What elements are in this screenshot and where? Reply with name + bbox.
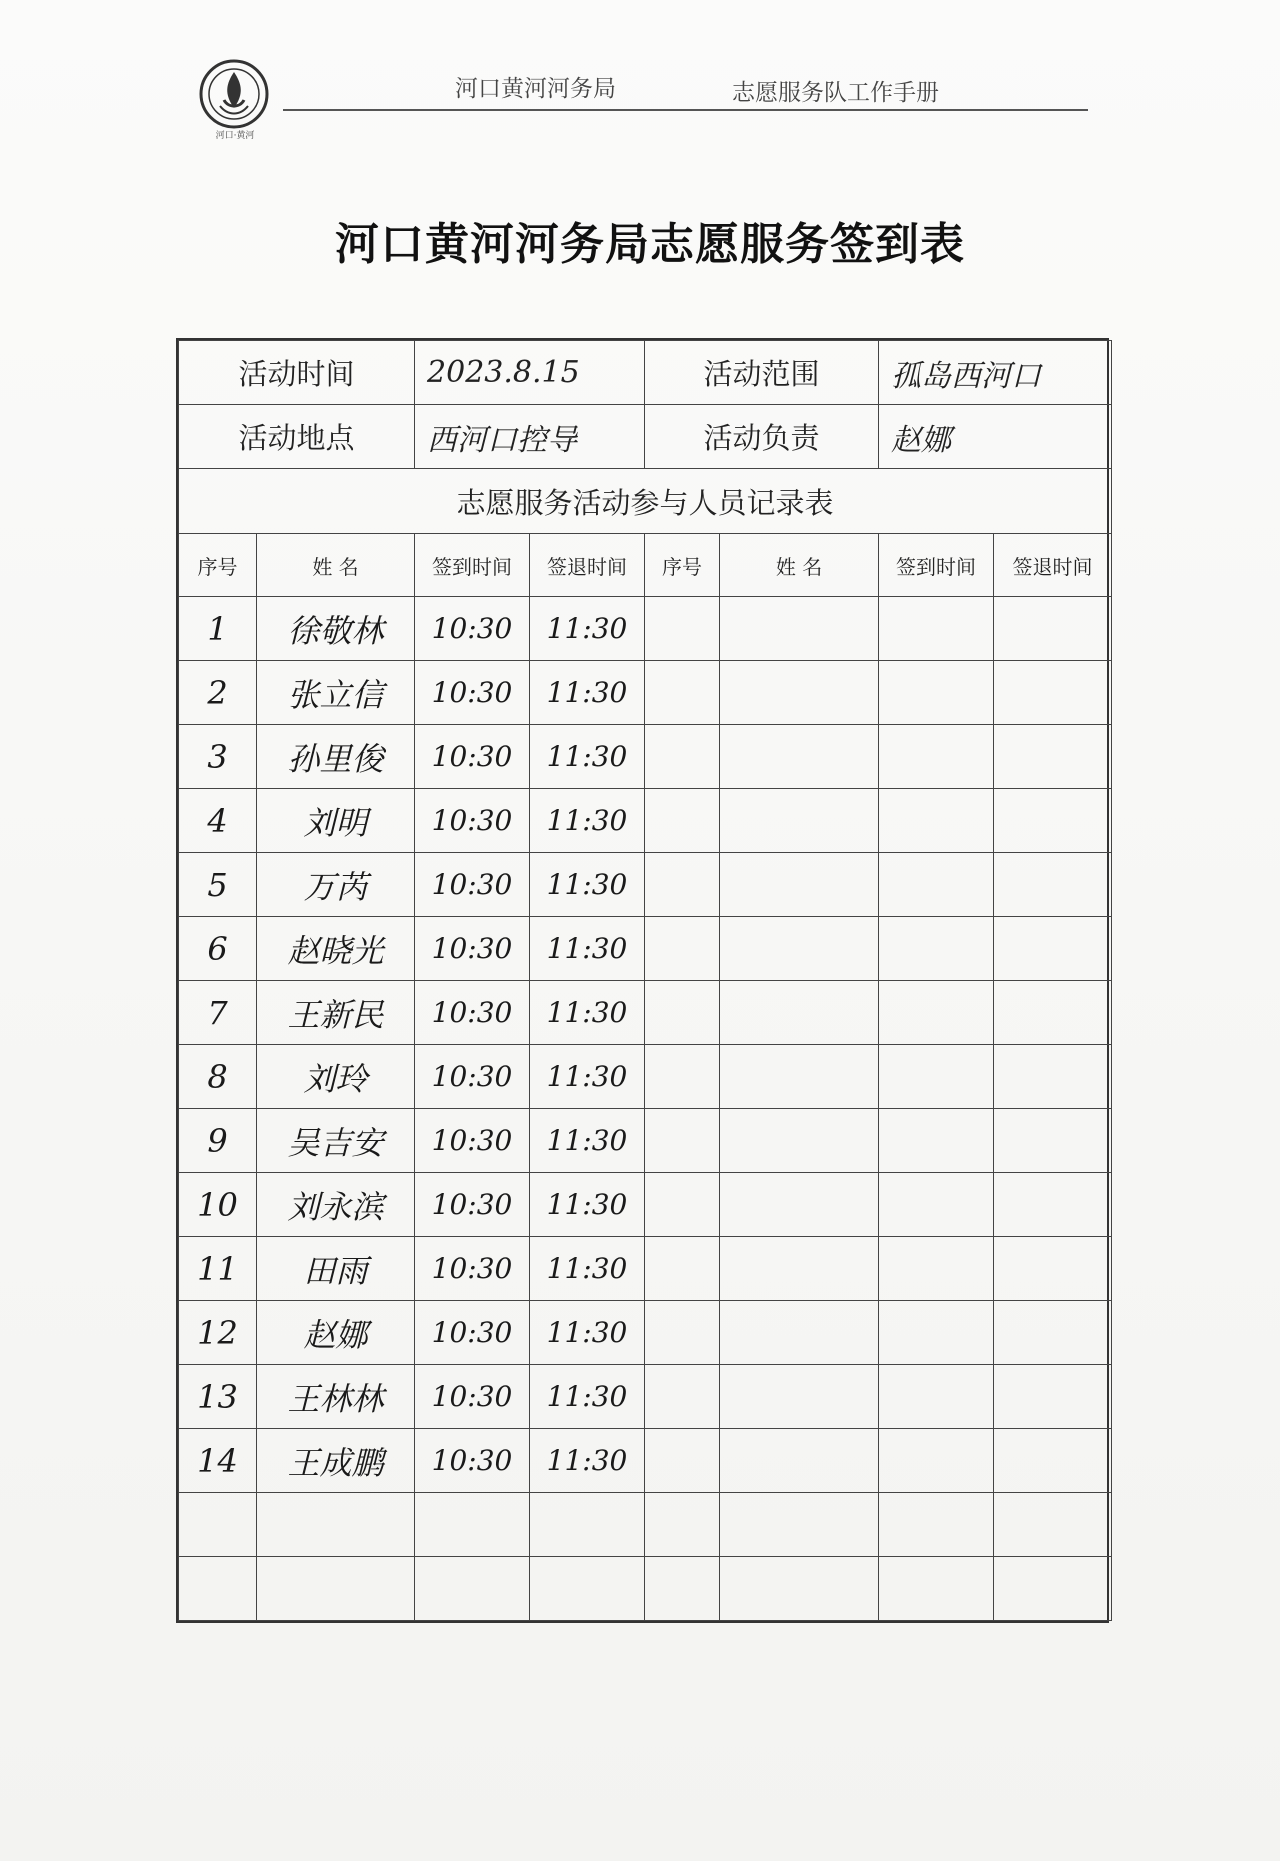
table-row: [179, 1173, 1112, 1237]
place-value: 西河口控导: [415, 405, 645, 469]
lead-value: 赵娜: [879, 405, 1112, 469]
table-row: [179, 1301, 1112, 1365]
row-checkout-time-2: [994, 1301, 1112, 1365]
row-checkin-time: 10:30: [415, 1365, 530, 1429]
row-number-2: [645, 597, 720, 661]
col-header-checkin-2: 签到时间: [879, 534, 994, 597]
lead-label: 活动负责: [645, 405, 879, 469]
row-checkin-time: 10:30: [415, 1301, 530, 1365]
row-checkout-time-2: [994, 1237, 1112, 1301]
row-checkin-time: 10:30: [415, 789, 530, 853]
row-checkout-time-2: [994, 1045, 1112, 1109]
row-name-2: [720, 1365, 879, 1429]
row-name-2: [720, 1557, 879, 1621]
row-number-2: [645, 981, 720, 1045]
row-checkin-time: [415, 1493, 530, 1557]
row-name-2: [720, 1429, 879, 1493]
page-title: 河口黄河河务局志愿服务签到表: [335, 219, 965, 270]
table-row: [179, 917, 1112, 981]
row-checkout-time-2: [994, 981, 1112, 1045]
table-row: [179, 789, 1112, 853]
row-checkout-time-2: [994, 1365, 1112, 1429]
row-name: [257, 1557, 415, 1621]
row-checkin-time-2: [879, 917, 994, 981]
row-number: 13: [179, 1365, 257, 1429]
row-checkout-time: 11:30: [530, 1237, 645, 1301]
col-header-name-2: 姓 名: [720, 534, 879, 597]
row-checkin-time: 10:30: [415, 661, 530, 725]
row-name: 万芮: [257, 853, 415, 917]
row-checkout-time-2: [994, 917, 1112, 981]
row-name: 徐敬林: [257, 597, 415, 661]
place-label: 活动地点: [179, 405, 415, 469]
row-number: [179, 1557, 257, 1621]
row-checkout-time: 11:30: [530, 1365, 645, 1429]
table-row: [179, 661, 1112, 725]
row-name: 孙里俊: [257, 725, 415, 789]
row-number: 6: [179, 917, 257, 981]
row-checkout-time-2: [994, 725, 1112, 789]
row-checkin-time-2: [879, 1429, 994, 1493]
time-value: 2023.8.15: [415, 341, 645, 405]
row-name-2: [720, 725, 879, 789]
row-number: 1: [179, 597, 257, 661]
row-checkout-time: [530, 1557, 645, 1621]
row-checkout-time: 11:30: [530, 661, 645, 725]
row-checkout-time: 11:30: [530, 853, 645, 917]
row-checkout-time: 11:30: [530, 1173, 645, 1237]
table-row: [179, 1557, 1112, 1621]
table-row: [179, 1493, 1112, 1557]
row-checkin-time-2: [879, 853, 994, 917]
row-number: 7: [179, 981, 257, 1045]
row-name-2: [720, 1109, 879, 1173]
header-rule: [283, 109, 1088, 111]
row-name-2: [720, 789, 879, 853]
row-checkin-time: 10:30: [415, 1045, 530, 1109]
row-number-2: [645, 1429, 720, 1493]
row-number-2: [645, 1045, 720, 1109]
row-number: 5: [179, 853, 257, 917]
table-row: [179, 853, 1112, 917]
row-checkin-time: 10:30: [415, 725, 530, 789]
row-checkout-time: 11:30: [530, 917, 645, 981]
row-name: [257, 1493, 415, 1557]
row-number: 12: [179, 1301, 257, 1365]
row-name-2: [720, 1237, 879, 1301]
row-checkout-time: 11:30: [530, 1045, 645, 1109]
table-row: [179, 981, 1112, 1045]
row-number-2: [645, 1557, 720, 1621]
table-row: [179, 597, 1112, 661]
row-name: 刘明: [257, 789, 415, 853]
table-row: [179, 1109, 1112, 1173]
table-row: [179, 725, 1112, 789]
col-header-name: 姓 名: [257, 534, 415, 597]
row-checkin-time: [415, 1557, 530, 1621]
row-number-2: [645, 1365, 720, 1429]
row-name-2: [720, 1493, 879, 1557]
row-name-2: [720, 853, 879, 917]
row-number-2: [645, 1109, 720, 1173]
row-name: 张立信: [257, 661, 415, 725]
info-row-place: [179, 405, 1112, 469]
row-number-2: [645, 661, 720, 725]
row-name: 刘永滨: [257, 1173, 415, 1237]
row-checkin-time: 10:30: [415, 597, 530, 661]
row-checkin-time: 10:30: [415, 1109, 530, 1173]
table-row: [179, 1237, 1112, 1301]
row-checkin-time: 10:30: [415, 981, 530, 1045]
row-number: 9: [179, 1109, 257, 1173]
column-header-row: [179, 534, 1112, 597]
row-checkout-time-2: [994, 597, 1112, 661]
row-name-2: [720, 661, 879, 725]
row-name-2: [720, 1173, 879, 1237]
header-manual-title: 志愿服务队工作手册: [732, 80, 939, 106]
row-checkin-time: 10:30: [415, 853, 530, 917]
row-checkout-time: 11:30: [530, 1109, 645, 1173]
scope-label: 活动范围: [645, 341, 879, 405]
row-name-2: [720, 1301, 879, 1365]
row-checkout-time-2: [994, 853, 1112, 917]
row-number-2: [645, 1237, 720, 1301]
row-number: 8: [179, 1045, 257, 1109]
row-number-2: [645, 853, 720, 917]
row-checkout-time: [530, 1493, 645, 1557]
section-row: [179, 469, 1112, 534]
row-checkin-time-2: [879, 1237, 994, 1301]
section-title: 志愿服务活动参与人员记录表: [179, 469, 1112, 534]
info-row-time: [179, 341, 1112, 405]
row-checkout-time-2: [994, 1557, 1112, 1621]
row-checkin-time-2: [879, 789, 994, 853]
row-checkout-time-2: [994, 661, 1112, 725]
row-name: 赵娜: [257, 1301, 415, 1365]
row-number: [179, 1493, 257, 1557]
row-number-2: [645, 1173, 720, 1237]
logo-icon: [198, 58, 270, 130]
row-checkout-time: 11:30: [530, 1301, 645, 1365]
col-header-no: 序号: [179, 534, 257, 597]
row-name: 赵晓光: [257, 917, 415, 981]
row-number-2: [645, 917, 720, 981]
row-number-2: [645, 725, 720, 789]
row-checkout-time: 11:30: [530, 981, 645, 1045]
row-checkin-time: 10:30: [415, 1429, 530, 1493]
col-header-no-2: 序号: [645, 534, 720, 597]
col-header-checkin: 签到时间: [415, 534, 530, 597]
row-name-2: [720, 981, 879, 1045]
row-name: 吴吉安: [257, 1109, 415, 1173]
col-header-checkout: 签退时间: [530, 534, 645, 597]
row-checkin-time-2: [879, 1493, 994, 1557]
row-checkin-time: 10:30: [415, 917, 530, 981]
row-checkout-time: 11:30: [530, 725, 645, 789]
logo-caption: 河口·黄河: [215, 131, 255, 141]
row-number: 10: [179, 1173, 257, 1237]
table-row: [179, 1045, 1112, 1109]
row-checkin-time-2: [879, 597, 994, 661]
row-name: 王新民: [257, 981, 415, 1045]
row-checkout-time-2: [994, 1429, 1112, 1493]
row-checkin-time-2: [879, 1557, 994, 1621]
scope-value: 孤岛西河口: [879, 341, 1112, 405]
row-checkout-time-2: [994, 1109, 1112, 1173]
row-checkin-time-2: [879, 661, 994, 725]
row-name: 王林林: [257, 1365, 415, 1429]
header-organization: 河口黄河河务局: [455, 76, 616, 102]
row-number: 14: [179, 1429, 257, 1493]
row-checkout-time: 11:30: [530, 789, 645, 853]
row-name-2: [720, 1045, 879, 1109]
row-checkin-time: 10:30: [415, 1237, 530, 1301]
row-number: 2: [179, 661, 257, 725]
row-checkin-time-2: [879, 981, 994, 1045]
row-number-2: [645, 789, 720, 853]
table-row: [179, 1429, 1112, 1493]
row-checkin-time: 10:30: [415, 1173, 530, 1237]
row-checkin-time-2: [879, 1301, 994, 1365]
row-name: 田雨: [257, 1237, 415, 1301]
sign-in-form: [176, 338, 1109, 1623]
row-checkout-time: 11:30: [530, 597, 645, 661]
time-label: 活动时间: [179, 341, 415, 405]
row-number: 4: [179, 789, 257, 853]
row-checkin-time-2: [879, 1173, 994, 1237]
row-name-2: [720, 917, 879, 981]
row-number-2: [645, 1301, 720, 1365]
row-name: 刘玲: [257, 1045, 415, 1109]
row-checkin-time-2: [879, 725, 994, 789]
row-number: 3: [179, 725, 257, 789]
row-checkin-time-2: [879, 1365, 994, 1429]
row-name: 王成鹏: [257, 1429, 415, 1493]
row-number: 11: [179, 1237, 257, 1301]
row-checkout-time: 11:30: [530, 1429, 645, 1493]
row-checkin-time-2: [879, 1045, 994, 1109]
row-number-2: [645, 1493, 720, 1557]
row-checkin-time-2: [879, 1109, 994, 1173]
row-name-2: [720, 597, 879, 661]
row-checkout-time-2: [994, 1173, 1112, 1237]
row-checkout-time-2: [994, 1493, 1112, 1557]
table-row: [179, 1365, 1112, 1429]
col-header-checkout-2: 签退时间: [994, 534, 1112, 597]
row-checkout-time-2: [994, 789, 1112, 853]
